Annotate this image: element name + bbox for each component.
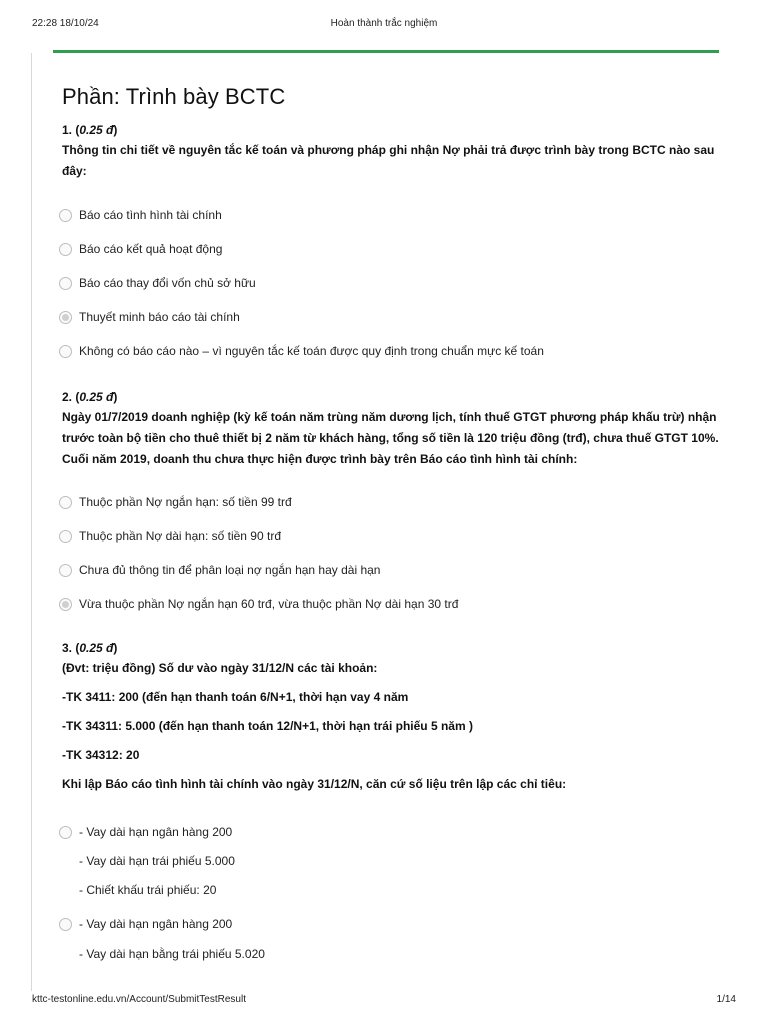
question-3-line-4: -TK 34312: 20 [62,748,140,762]
q3-option-a-line-2: - Vay dài hạn trái phiếu 5.000 [79,854,235,868]
option-label: Thuyết minh báo cáo tài chính [79,310,240,324]
q1-option-b[interactable] [59,241,222,257]
q2-option-a[interactable] [59,494,292,510]
option-label: Báo cáo tình hình tài chính [79,208,222,222]
question-3-line-2: -TK 3411: 200 (đến hạn thanh toán 6/N+1, thời hạn vay 4 năm [62,690,409,704]
question-3-line-1: (Đvt: triệu đồng) Số dư vào ngày 31/12/N các tài khoản: [62,661,378,675]
question-2 [62,389,722,470]
option-label: Không có báo cáo nào – vì nguyên tắc kế toán được quy định trong chuẩn mực kế toán [79,344,544,358]
q1-option-e[interactable] [59,343,544,359]
radio-button[interactable] [59,496,72,509]
radio-button[interactable] [59,826,72,839]
q2-option-b[interactable] [59,528,281,544]
option-label: - Vay dài hạn ngân hàng 200 [79,917,233,931]
print-title: Hoàn thành trắc nghiệm [330,18,438,29]
option-label: Chưa đủ thông tin để phân loại nợ ngắn hạn hay dài hạn [79,563,381,577]
question-3-number: 3. (0.25 đ) [62,641,118,655]
q3-option-b-line-2: - Vay dài hạn bằng trái phiếu 5.020 [79,947,265,961]
radio-button[interactable] [59,243,72,256]
q1-option-d[interactable] [59,309,240,325]
q2-option-c[interactable] [59,562,380,578]
radio-button-selected[interactable] [59,311,72,324]
option-label: Vừa thuộc phần Nợ ngắn hạn 60 trđ, vừa thuộc phần Nợ dài hạn 30 trđ [79,597,459,611]
radio-button[interactable] [59,564,72,577]
question-3-line-3: -TK 34311: 5.000 (đến hạn thanh toán 12/N+1, thời hạn trái phiếu 5 năm ) [62,719,473,733]
q3-option-a-line-3: - Chiết khấu trái phiếu: 20 [79,883,217,897]
question-points: 0.25 đ [79,390,114,404]
q1-option-c[interactable] [59,275,256,291]
q3-option-b[interactable] [59,916,232,932]
option-label: - Vay dài hạn ngân hàng 200 [79,825,233,839]
radio-button[interactable] [59,277,72,290]
q2-option-d[interactable] [59,596,458,612]
section-title: Phần: Trình bày BCTC [62,84,286,109]
question-number: 2. (0.25 đ) [62,390,118,404]
radio-button[interactable] [59,530,72,543]
question-text: Thông tin chi tiết về nguyên tắc kế toán và phương pháp ghi nhận Nợ phải trả được trình bày trong BCTC nào sau đây: [62,143,715,178]
q1-option-a[interactable] [59,207,222,223]
question-1 [62,122,722,182]
question-number: 1. (0.25 đ) [62,123,118,137]
page-number: 1/14 [716,994,736,1005]
question-points: 0.25 đ [79,123,114,137]
radio-button[interactable] [59,918,72,931]
q3-option-a[interactable] [59,824,232,840]
radio-button-selected[interactable] [59,598,72,611]
page-url: kttc-testonline.edu.vn/Account/SubmitTestResult [32,994,246,1005]
option-label: Báo cáo thay đổi vốn chủ sở hữu [79,276,256,290]
option-label: Thuộc phần Nợ dài hạn: số tiền 90 trđ [79,529,281,543]
print-datetime: 22:28 18/10/24 [32,18,99,29]
radio-button[interactable] [59,345,72,358]
left-border-line [31,53,32,991]
top-accent-bar [53,50,719,53]
option-label: Thuộc phần Nợ ngắn hạn: số tiền 99 trđ [79,495,292,509]
question-3-line-5: Khi lập Báo cáo tình hình tài chính vào ngày 31/12/N, căn cứ số liệu trên lập các chỉ tiêu: [62,777,567,791]
print-header [0,18,768,32]
question-points: 0.25 đ [79,641,114,655]
question-text: Ngày 01/7/2019 doanh nghiệp (kỳ kế toán năm trùng năm dương lịch, tính thuế GTGT phương pháp khấu trừ) nhận trước toàn bộ tiền cho thuê thiết bị 2 năm từ khách hàng, tổng số tiền là 120 triệu đồng (trđ), chưa thuế GTGT 10%. Cuối năm 2019, doanh thu chưa thực hiện được trình bày trên Báo cáo tình hình tài chính: [62,410,719,466]
option-label: Báo cáo kết quả hoạt động [79,242,223,256]
radio-button[interactable] [59,209,72,222]
